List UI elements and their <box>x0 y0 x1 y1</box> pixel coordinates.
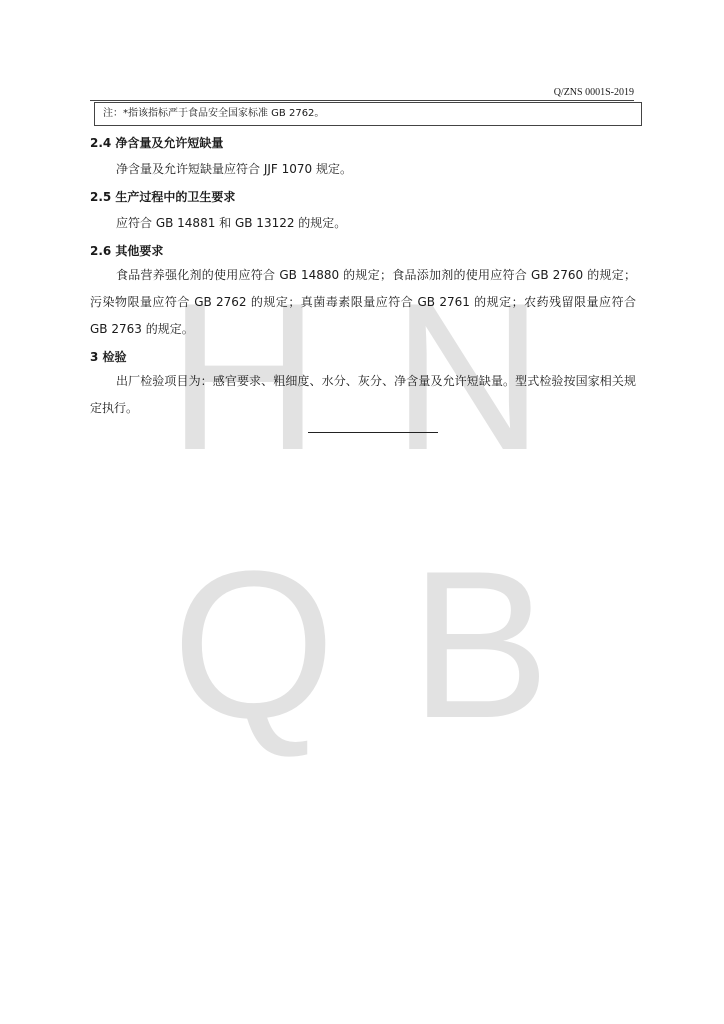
table-note <box>94 102 642 126</box>
section-body-2-4: 净含量及允许短缺量应符合 JJF 1070 规定。 <box>116 162 352 176</box>
watermark-letter-b: B <box>410 527 551 762</box>
header-divider <box>90 100 634 101</box>
watermark-letter-n: N <box>392 259 544 494</box>
section-heading-2-4: 2.4 净含量及允许短缺量 <box>90 136 224 150</box>
watermark-letter-h: H <box>168 259 320 494</box>
section-heading-3: 3 检验 <box>90 350 127 364</box>
document-code: Q/ZNS 0001S-2019 <box>553 87 634 98</box>
section-heading-2-5: 2.5 生产过程中的卫生要求 <box>90 190 236 204</box>
watermark-letter-q: Q <box>172 527 336 762</box>
section-body-2-5: 应符合 GB 14881 和 GB 13122 的规定。 <box>116 216 347 230</box>
table-note-text: 注：*指该指标严于食品安全国家标准 GB 2762。 <box>103 108 325 119</box>
end-of-document-line <box>308 432 438 433</box>
section-heading-2-6: 2.6 其他要求 <box>90 244 164 258</box>
section-body-2-6: 食品营养强化剂的使用应符合 GB 14880 的规定；食品添加剂的使用应符合 GB 2760 的规定；污染物限量应符合 GB 2762 的规定；真菌毒素限量应符合 GB 2761 的规定；农药残留限量应符合 GB 2763 的规定。 <box>90 268 636 336</box>
section-body-3: 出厂检验项目为：感官要求、粗细度、水分、灰分、净含量及允许短缺量。型式检验按国家相关规定执行。 <box>90 374 636 415</box>
